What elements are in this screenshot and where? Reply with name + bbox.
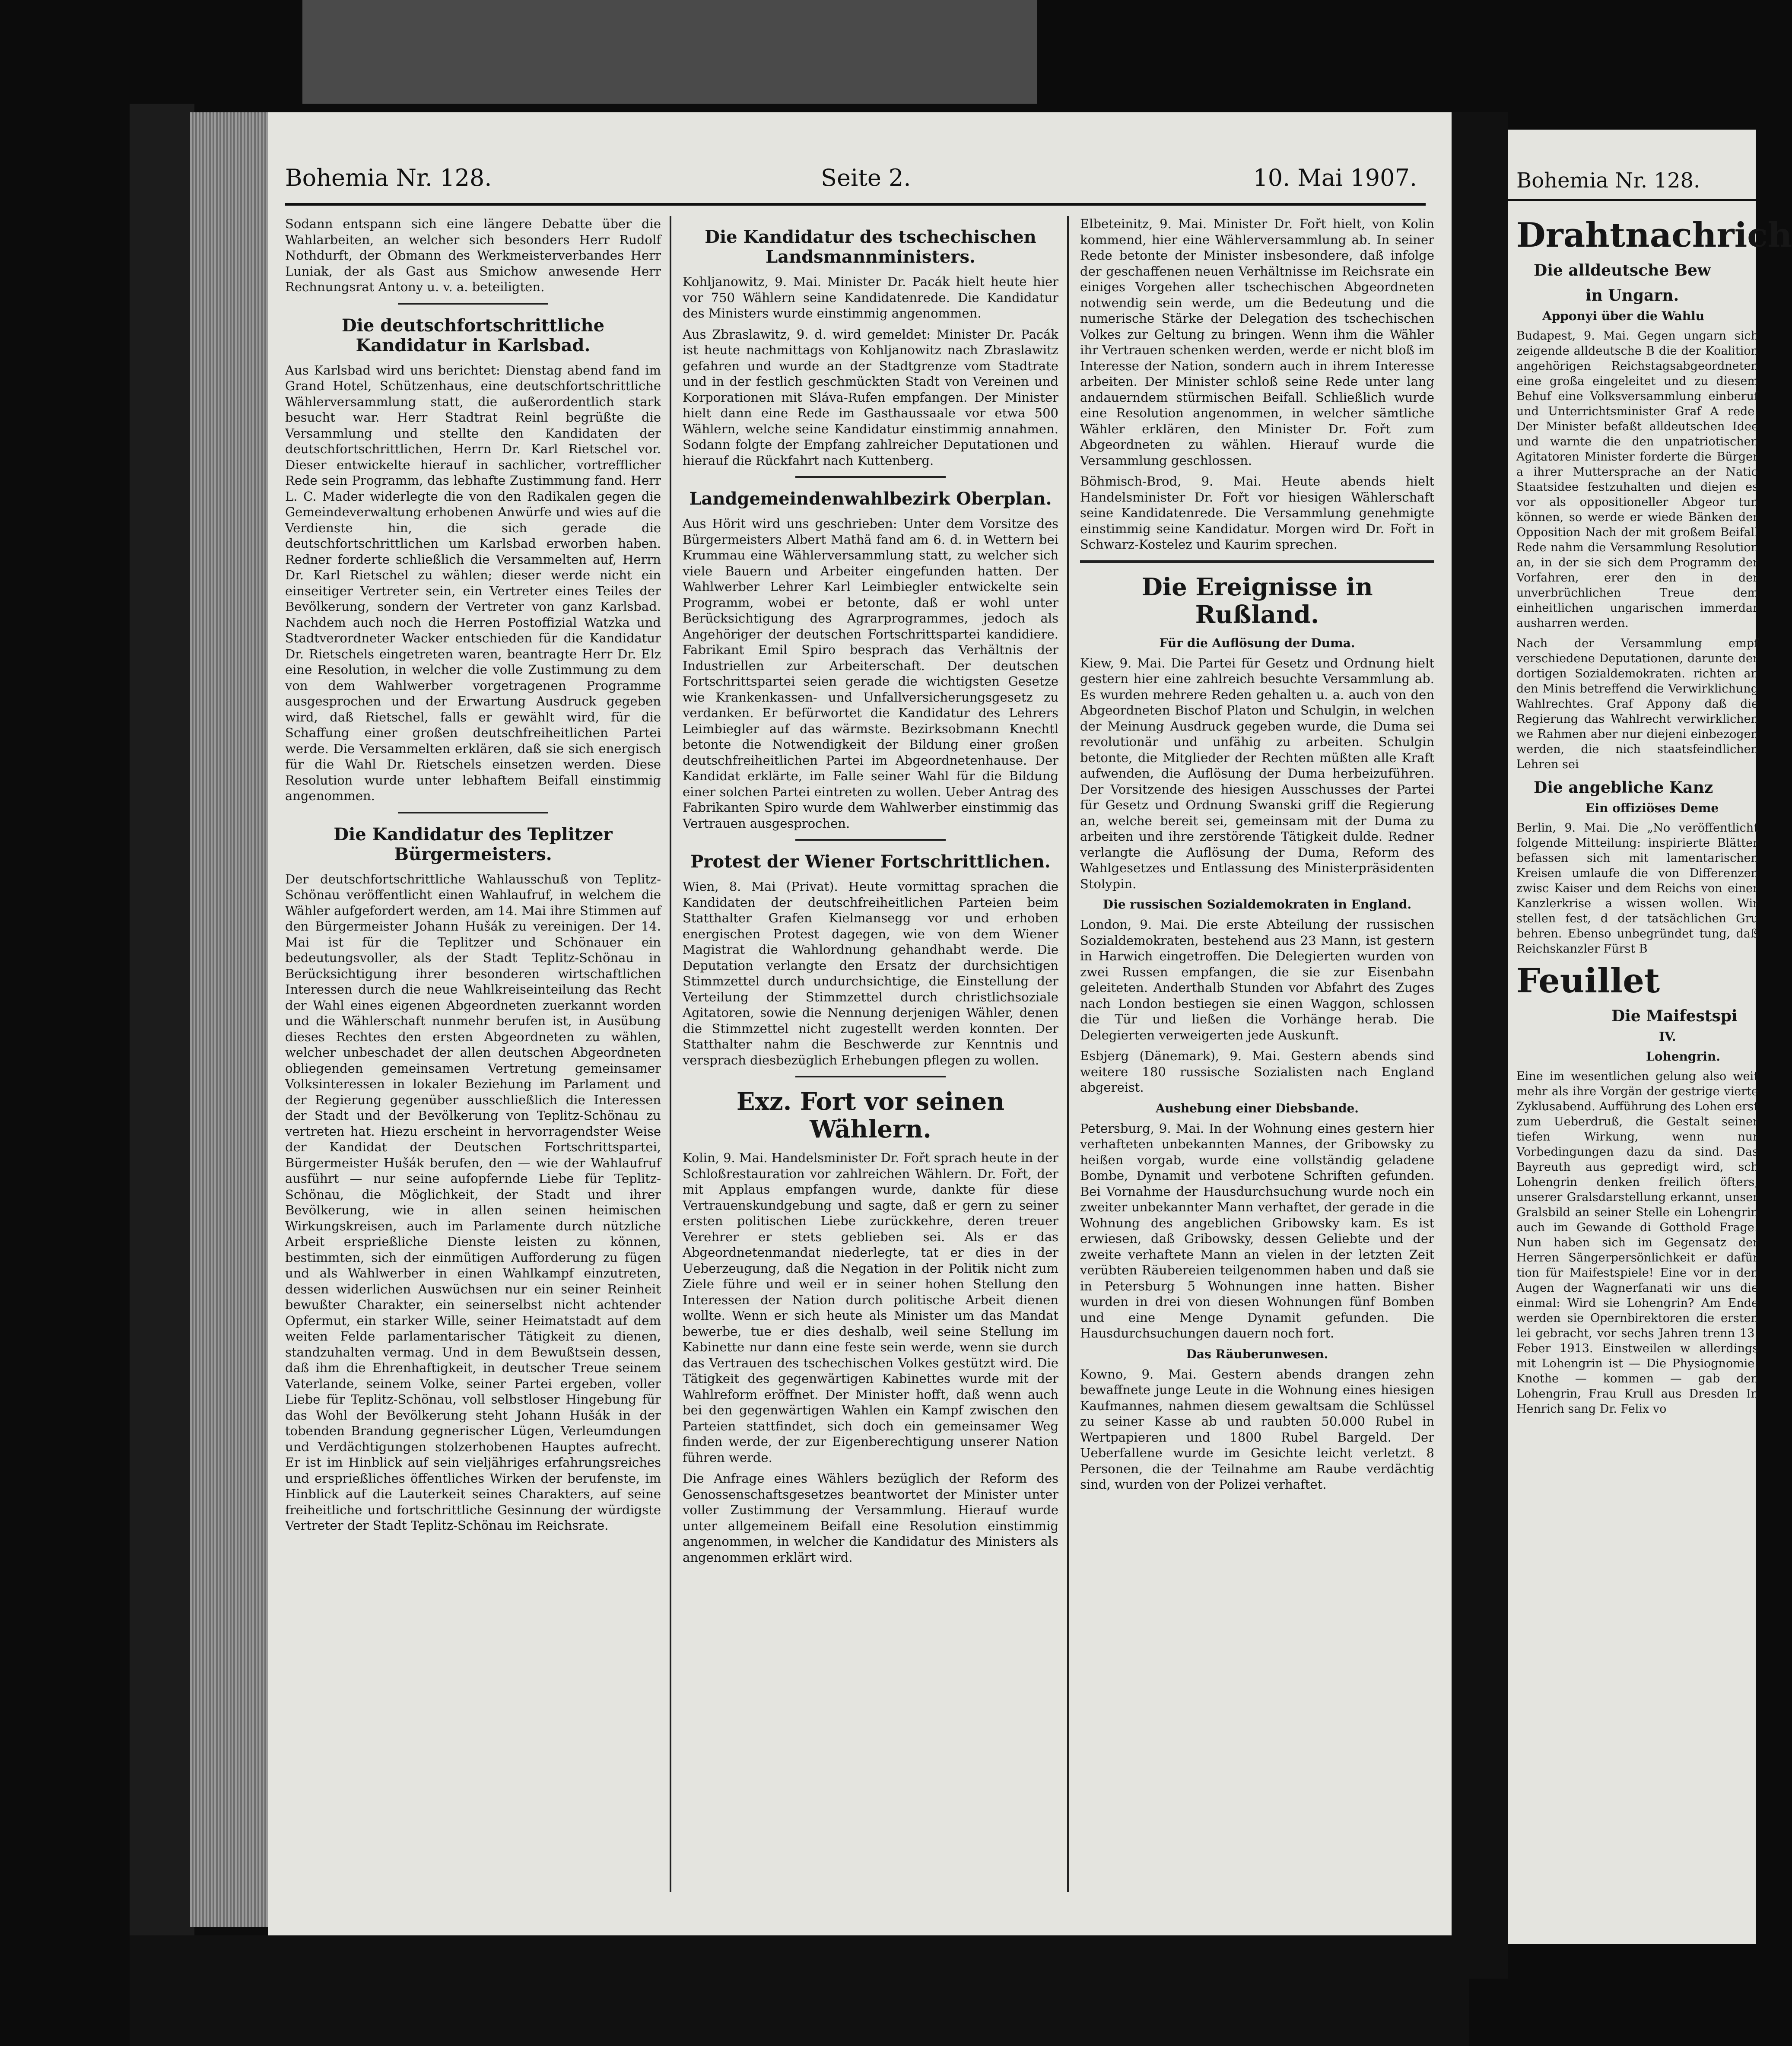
article-paragraph: Der deutschfortschrittliche Wahlausschuß von Teplitz-Schönau veröffentlicht einen Wahlaufruf, in welchem die Wähler aufgefordert werden, am 14. Mai ihre Stimmen auf den Bürgermeister Johann Hušák zu vereinigen. Der 14. Mai ist für die Teplitzer und Schönauer ein bedeutungsvoller, als der Stadt Teplitz-Schönau in Berücksichtigung ihrer besonderen wirtschaftlichen Interessen durch die neue Wahlkreiseinteilung das Recht der Wahl eines eigenen Abgeordneten zuerkannt worden und die Wählerschaft nunmehr berufen ist, in Ausübung dieses Rechtes den ersten Abgeordneten zu wählen, welcher unbeschadet der allen deutschen Abgeordneten obliegenden gemeinsamen Vertretung gemeinsamer Volksinteressen in lokaler Beziehung im Parlament und der Regierung gegenüber ausschließlich die Interessen der Stadt und der Bevölkerung von Teplitz-Schönau zu vertreten hat. Hiezu erscheint in hervorragendster Weise der Kandidat der Deutschen Fortschrittspartei, Bürgermeister Hušák berufen, den — wie der Wahlaufruf ausführt — nur seine aufopfernde Liebe für Teplitz-Schönau, die Möglichkeit, der Stadt und ihrer Bevölkerung, wie in allen seinen heimischen Wirkungskreisen, auch im Parlamente durch nützliche Arbeit ersprießliche Dienste leisten zu können, bestimmten, sich der einmütigen Aufforderung zu fügen und als Wahlwerber in einen Wahlkampf einzutreten, dessen widerlichen Auswüchsen nur ein seiner Reinheit bewußter Charakter, ein seinerselbst nicht achtender Opfermut, ein starker Wille, seiner Heimatstadt auf dem weiten Felde parlamentarischer Tätigkeit zu dienen, standzuhalten vermag. Und in dem Bewußtsein dessen, daß ihm die Ehrenhaftigkeit, in deutscher Treue seinem Vaterlande, seinem Volke, seiner Partei ergeben, voller Liebe für Teplitz-Schönau, voll selbstloser Hingebung für das Wohl der Bevölkerung steht Johann Hušák in der tobenden Brandung gegnerischer Lügen, Verleumdungen und Verdächtigungen stolzerhobenen Hauptes aufrecht. Er ist im Hinblick auf sein vieljähriges erfahrungsreiches und ersprießliches öffentliches Wirken der berufenste, im Hinblick auf die Lauterkeit seines Charakters, auf seine freiheitliche und fortschrittliche Gesinnung der würdigste Vertreter der Stadt Teplitz-Schönau im Reichsrate. [285, 871, 661, 1533]
article-paragraph: Aus Hörit wird uns geschrieben: Unter dem Vorsitze des Bürgermeisters Albert Mathä fand am 6. d. in Wettern bei Krummau eine Wählerversammlung statt, zu welcher sich viele Bauern und Arbeiter eingefunden hatten. Der Wahlwerber Lehrer Karl Leimbiegler entwickelte sein Programm, wobei er betonte, daß er wohl unter Berücksichtigung des Agrarprogrammes, jedoch als Angehöriger der deutschen Fortschrittspartei kandidiere. Fabrikant Emil Spiro besprach das Verhältnis der Industriellen zur Arbeiterschaft. Der deutschen Fortschrittspartei seien gerade die wichtigsten Gesetze wie Krankenkassen- und Unfallversicherungsgesetz zu verdanken. Er befürwortet die Kandidatur des Lehrers Leimbiegler auf das wärmste. Bezirksobmann Knechtl betonte die Notwendigkeit der Bildung einer großen deutschfreiheitlichen Partei im Abgeordnetenhause. Der Kandidat erklärte, im Falle seiner Wahl für die Bildung einer solchen Partei eintreten zu wollen. Ueber Antrag des Fabrikanten Spiro wurde dem Wahlwerber einstimmig das Vertrauen ausgesprochen. [683, 516, 1058, 831]
article-headline: Die alldeutsche Bew [1534, 261, 1711, 280]
article-paragraph: Petersburg, 9. Mai. In der Wohnung eines gestern hier verhafteten unbekannten Mannes, der Gribowsky zu heißen vorgab, wurde eine vollständig geladene Bombe, Dynamit und verbotene Schriften gefunden. Bei Vornahme der Hausdurchsuchung wurde noch ein zweiter unbekannter Mann verhaftet, der gerade in die Wohnung des angeblichen Gribowsky kam. Es ist erwiesen, daß Gribowsky, dessen Geliebte und der zweite verhaftete Mann an vielen in der letzten Zeit verübten Räubereien teilgenommen haben und daß sie in Petersburg 5 Wohnungen inne hatten. Bisher wurden in drei von diesen Wohnungen fünf Bomben und eine Menge Dynamit gefunden. Die Hausdurchsuchungen dauern noch fort. [1080, 1121, 1434, 1341]
section-title: Feuillet [1516, 961, 1660, 1001]
article-headline: Landgemeindenwahlbezirk Oberplan. [689, 489, 1052, 509]
divider [398, 303, 548, 305]
article-paragraph: Böhmisch-Brod, 9. Mai. Heute abends hielt Handelsminister Dr. Fořt vor hiesigen Wählerschaft seine Kandidatenrede. Die Versammlung genehmigte einstimmig seine Kandidatur. Morgen wird Dr. Fořt in Schwarz-Kostelez und Kaurim sprechen. [1080, 474, 1434, 552]
article-headline: Die Maifestspi [1611, 1007, 1738, 1025]
article-headline: in Ungarn. [1585, 286, 1679, 305]
section-title: Drahtnachrich [1516, 216, 1792, 255]
book-spine [130, 104, 194, 2039]
subheadline: Lohengrin. [1646, 1049, 1720, 1064]
section-divider [1080, 560, 1434, 563]
article-paragraph: Berlin, 9. Mai. Die „No veröffentlicht folgende Mitteilung: inspirierte Blätter befassen sich mit lamentarischen Kreisen umlaufe die von Differenzen zwisc Kaiser und dem Reichs von einer Kanzlerkrise a wissen wollen. Wir stellen fest, d der tatsächlichen Gru behren. Ebenso unbegründet tung, daß Reichskanzler Fürst B [1516, 821, 1758, 956]
newspaper-page-left [268, 112, 1452, 1948]
newspaper-page-right [1508, 130, 1792, 1944]
article-paragraph: Kohljanowitz, 9. Mai. Minister Dr. Pacák hielt heute hier vor 750 Wählern seine Kandidatenrede. Die Kandidatur des Ministers wurde einstimmig angenommen. [683, 274, 1058, 321]
article-paragraph: Sodann entspann sich eine längere Debatte über die Wahlarbeiten, an welcher sich besonders Herr Rudolf Nothdurft, der Obmann des Werkmeisterverbandes Herr Luniak, der als Gast aus Smichow anwesende Herr Rechnungsrat Antony u. v. a. beteiligten. [285, 216, 661, 294]
article-paragraph: Elbeteinitz, 9. Mai. Minister Dr. Fořt hielt, von Kolin kommend, hier eine Wählerversammlung ab. In seiner Rede betonte der Minister insbesondere, daß infolge der geschaffenen neuen Verhältnisse im Reichsrate ein einiges Vorgehen aller tschechischen Abgeordneten notwendig sein werde, um die Bedeutung und die numerische Stärke der Delegation des tschechischen Volkes zur Geltung zu bringen. Wenn ihm die Wähler ihr Vertrauen schenken werden, werde er nicht bloß im Interesse der Nation, sondern auch in ihrem Interesse arbeiten. Der Minister schloß seine Rede unter lang andauerndem stürmischen Beifall. Schließlich wurde eine Resolution angenommen, in welcher sämtliche Wähler erklären, den Minister Dr. Fořt zum Abgeordneten zu wählen. Hierauf wurde die Versammlung geschlossen. [1080, 216, 1434, 468]
article-headline: Die Kandidatur des tschechischen Landsmannministers. [705, 227, 1036, 267]
article-headline: Exz. Fort vor seinen Wählern. [736, 1087, 1005, 1144]
header-rule [285, 203, 1426, 206]
subheadline: IV. [1659, 1029, 1676, 1044]
header-title: Bohemia Nr. 128. [1516, 168, 1700, 193]
header-rule [1508, 199, 1756, 201]
column-2 [683, 216, 1058, 1901]
header-title: Bohemia Nr. 128. [285, 164, 492, 191]
subheadline: Die russischen Sozialdemokraten in England. [1103, 897, 1412, 912]
section-headline: Die Ereignisse in Rußland. [1141, 572, 1373, 629]
article-paragraph: Kowno, 9. Mai. Gestern abends drangen zehn bewaffnete junge Leute in die Wohnung eines hiesigen Kaufmannes, nahmen diesem gewaltsam die Schlüssel zu seiner Kasse ab und raubten 50.000 Rubel in Wertpapieren und 1800 Rubel Bargeld. Der Ueberfallene wurde im Gesichte leicht verletzt. 8 Personen, die der Teilnahme am Raube verdächtig sind, wurden von der Polizei verhaftet. [1080, 1366, 1434, 1492]
column-1 [285, 216, 661, 1901]
subheadline: Für die Auflösung der Duma. [1159, 635, 1355, 650]
divider [795, 1076, 946, 1077]
right-page-column [1516, 212, 1792, 1422]
article-paragraph: Eine im wesentlichen gelung also weit mehr als ihre Vorgän der gestrige vierte Zyklusabend. Aufführung des Lohen erst zum Ueberdruß, die Gestalt seiner tiefen Wirkung, wenn nur Vorbedingungen dazu da sind. Das Bayreuth aus gepredigt wird, sch Lohengrin denken freilich öfters, unserer Gralsdarstellung erkannt, unser Gralsbild an seiner Stelle ein Lohengrin auch im Gewande di Gotthold Frage: Nun haben sich im Gegensatz der Herren Sängerpersönlichkeit er dafür tion für Maifestspiele! Eine vor in den Augen der Wagnerfanati wir uns die einmal: Wird sie Lohengrin? Am Ende werden sie Opernbirektoren die ersten lei gebracht, vor sechs Jahren trenn 13. Feber 1913. Einstweilen w allerdings mit Lohengrin ist — Die Physiognomie. Knothe — kommen — gab den Lohengrin, Frau Krull aus Dresden In Henrich sang Dr. Felix vo [1516, 1070, 1758, 1416]
scan-shadow-bottom [130, 1935, 1469, 2046]
article-headline: Die deutschfortschrittliche Kandidatur in Karlsbad. [341, 315, 605, 356]
subheadline: Aushebung einer Diebsbande. [1155, 1101, 1359, 1115]
column-rule [1067, 216, 1069, 1892]
article-paragraph: Nach der Versammlung empf verschiedene Deputationen, darunte der dortigen Sozialdemokraten. richten an den Minis betreffend die Verwirklichung Wahlrechtes. Graf Appony daß die Regierung das Wahlrecht verwirklichen we Rahmen aber nur diejeni einbezogen werden, die nich staatsfeindlichen Lehren sei [1516, 637, 1758, 771]
article-paragraph: Wien, 8. Mai (Privat). Heute vormittag sprachen die Kandidaten der deutschfreiheitlichen Parteien beim Statthalter Grafen Kielmansegg vor und erhoben energischen Protest dagegen, wie von dem Wiener Magistrat die Wahlordnung gehandhabt werde. Die Deputation verlangte den Ersatz der durchsichtigen Stimmzettel durch undurchsichtige, die Einstellung der Verteilung der Stimmzettel durch christlichsoziale Agitatoren, sowie die Nennung derjenigen Wähler, denen die Stimmzettel nicht zugestellt werden konnten. Der Statthalter nahm die Beschwerde zur Kenntnis und versprach diesbezüglich Erhebungen pflegen zu wollen. [683, 879, 1058, 1067]
page-header [285, 164, 1417, 203]
scan-shadow-top [302, 0, 1037, 104]
divider [795, 839, 946, 841]
column-rule [670, 216, 671, 1892]
article-headline: Die Kandidatur des Teplitzer Bürgermeisters. [334, 824, 613, 864]
divider [398, 812, 548, 813]
article-paragraph: Kiew, 9. Mai. Die Partei für Gesetz und Ordnung hielt gestern hier eine zahlreich besuchte Versammlung ab. Es wurden mehrere Reden gehalten u. a. auch von den Abgeordneten Bischof Platon und Schulgin, in welchen der Meinung Ausdruck gegeben wurde, die Duma sei revolutionär und unfähig zu arbeiten. Schulgin betonte, die Mitglieder der Rechten müßten alle Kraft aufwenden, die Auflösung der Duma herbeizuführen. Der Vorsitzende des hiesigen Ausschusses der Partei für Gesetz und Ordnung Swanski griff die Regierung an, welche bereit sei, gemeinsam mit der Duma zu arbeiten und ihre zerstörende Tätigkeit dulde. Redner verlangte die Auflösung der Duma, Reform des Wahlgesetzes und Entlassung des Ministerpräsidenten Stolypin. [1080, 655, 1434, 891]
book-gutter [1452, 112, 1508, 1979]
header-page-number: Seite 2. [821, 164, 911, 191]
article-headline: Die angebliche Kanz [1534, 778, 1713, 797]
subheadline: Apponyi über die Wahlu [1542, 309, 1705, 323]
article-paragraph: Aus Karlsbad wird uns berichtet: Dienstag abend fand im Grand Hotel, Schützenhaus, eine deutschfortschrittliche Wählerversammlung statt, die außerordentlich stark besucht war. Herr Stadtrat Reinl begrüßte die Versammlung und stellte den Kandidaten der deutschfortschrittlichen, Herrn Dr. Karl Rietschel vor. Dieser entwickelte hierauf in sachlicher, vortrefflicher Rede sein Programm, das lebhafte Zustimmung fand. Herr L. C. Mader widerlegte die von den Radikalen gegen die Gemeindeverwaltung erhobenen Anwürfe und wies auf die Verdienste hin, die sich gerade die deutschfortschrittlichen um Karlsbad erworben haben. Redner forderte schließlich die Versammelten auf, Herrn Dr. Karl Rietschel zu wählen; dieser werde nicht ein einseitiger Vertreter sein, ein Vertreter eines Teiles der Bevölkerung, sondern der Vertreter von ganz Karlsbad. Nachdem auch noch die Herren Postoffizial Watzka und Stadtverordneter Wacker entschieden für die Kandidatur Dr. Rietschels eingetreten waren, beantragte Herr Dr. Elz eine Resolution, in welcher die volle Zustimmung zu dem von dem Wahlwerber vorgetragenen Programme ausgesprochen und der Erwartung Ausdruck gegeben wird, daß Rietschel, falls er gewählt wird, für die Schaffung einer großen deutschfreiheitlichen Partei werde. Die Versammelten erklären, daß sie sich energisch für die Wahl Dr. Rietschels einsetzen werden. Diese Resolution wurde unter lebhaftem Beifall einstimmig angenommen. [285, 362, 661, 803]
divider [795, 476, 946, 478]
article-paragraph: Aus Zbraslawitz, 9. d. wird gemeldet: Minister Dr. Pacák ist heute nachmittags von Kohljanowitz nach Zbraslawitz gefahren und wurde an der Stadtgrenze vom Stadtrate und in der festlich geschmückten Stadt von Vereinen und Korporationen mit Sláva-Rufen empfangen. Der Minister hielt dann eine Rede im Gasthaussaale vor etwa 500 Wählern, welche seine Kandidatur einstimmig annahmen. Sodann folgte der Empfang zahlreicher Deputationen und hierauf die Rückfahrt nach Kuttenberg. [683, 327, 1058, 468]
article-paragraph: London, 9. Mai. Die erste Abteilung der russischen Sozialdemokraten, bestehend aus 23 Mann, ist gestern in Harwich eingetroffen. Die Delegierten wurden von zwei Russen empfangen, die sie zur Eisenbahn geleiteten. Anderthalb Stunden vor Abfahrt des Zuges nach London bestiegen sie einen Waggon, schlossen die Tür und ließen die Vorhänge herab. Die Delegierten verweigerten jede Auskunft. [1080, 917, 1434, 1042]
column-3 [1080, 216, 1434, 1901]
article-paragraph: Esbjerg (Dänemark), 9. Mai. Gestern abends sind weitere 180 russische Sozialisten nach England abgereist. [1080, 1048, 1434, 1095]
page-edge [190, 112, 268, 1927]
article-headline: Protest der Wiener Fortschrittlichen. [690, 851, 1051, 872]
subheadline: Ein offiziöses Deme [1585, 801, 1719, 815]
header-date: 10. Mai 1907. [1253, 164, 1417, 191]
article-paragraph: Die Anfrage eines Wählers bezüglich der Reform des Genossenschaftsgesetzes beantwortet der Minister unter voller Zustimmung der Versammlung. Hierauf wurde unter allgemeinem Beifall eine Resolution einstimmig angenommen, in welcher die Kandidatur des Ministers als angenommen erklärt wird. [683, 1471, 1058, 1565]
subheadline: Das Räuberunwesen. [1186, 1347, 1328, 1361]
article-paragraph: Budapest, 9. Mai. Gegen ungarn sich zeigende alldeutsche B die der Koalition angehörigen Reichstagsabgeordneten eine großa eingeleitet und zu diesem Behuf eine Volksversammlung einberuf und Unterrichtsminister Graf A rede. Der Minister befaßt alldeutschen Idee und warnte die den unpatriotischen Agitatoren Minister forderte die Bürger a ihrer Muttersprache an der Natio Staatsidee festzuhalten und diejen es vor als oppositioneller Abgeor tun können, so werde er wiede Bänken der Opposition Nach der mit großem Beifall Rede nahm die Versammlung Resolution an, in der sie sich dem Programm der Vorfahren, erer den in der unverbrüchlichen Treue dem einheitlichen ungarischen immerdar ausharren werden. [1516, 329, 1758, 630]
article-paragraph: Kolin, 9. Mai. Handelsminister Dr. Fořt sprach heute in der Schloßrestauration vor zahlreichen Wählern. Dr. Fořt, der mit Applaus empfangen wurde, dankte für diese Vertrauenskundgebung und sagte, daß er gern zu seiner ersten politischen Liebe zurückkehre, deren treuer Verehrer er stets geblieben sei. Als er das Abgeordnetenmandat niederlegte, tat er dies in der Ueberzeugung, daß die Negation in der Politik nicht zum Ziele führe und weil er in seiner hohen Stellung den Interessen der Nation durch politische Arbeit dienen wollte. Wenn er sich heute als Minister um das Mandat bewerbe, tue er dies deshalb, weil seine Stellung im Kabinette nur dann eine feste sein werde, wenn sie durch das Vertrauen des tschechischen Volkes gestützt wird. Die Tätigkeit des gegenwärtigen Kabinettes wurde mit der Wahlreform eröffnet. Der Minister hofft, daß wenn auch bei den gegenwärtigen Wahlen ein Kampf zwischen den Parteien stattfindet, sich doch ein gemeinsamer Weg finden werde, der zur Eigenberechtigung unserer Nation führen werde. [683, 1150, 1058, 1465]
